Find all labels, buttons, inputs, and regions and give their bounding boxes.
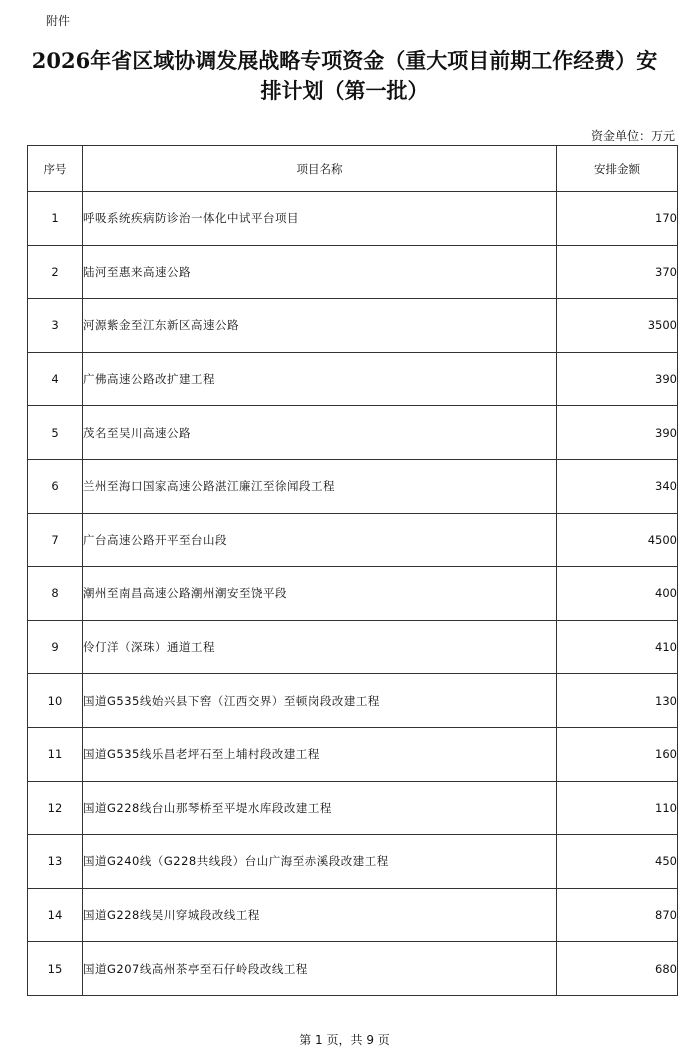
table-row [28,835,678,889]
table-row [28,942,678,996]
project-name: 国道G228线吴川穿城段改线工程 [83,888,557,942]
table-header-row [28,146,678,192]
allocated-amount: 680 [557,942,678,996]
row-number: 7 [28,513,83,567]
row-number: 15 [28,942,83,996]
allocated-amount: 410 [557,620,678,674]
currency-unit-note: 资金单位：万元 [590,129,675,143]
table-row [28,459,678,513]
allocated-amount: 370 [557,245,678,299]
project-name: 潮州至南昌高速公路潮州潮安至饶平段 [83,567,557,621]
allocated-amount: 110 [557,781,678,835]
page-footer: 第 1 页，共 9 页 [299,1033,390,1047]
table-row [28,299,678,353]
allocated-amount: 160 [557,727,678,781]
document-title: 2026年省区域协调发展战略专项资金（重大项目前期工作经费）安排计划（第一批） [31,48,658,103]
row-number: 2 [28,245,83,299]
row-number: 3 [28,299,83,353]
row-number: 11 [28,727,83,781]
project-name: 广台高速公路开平至台山段 [83,513,557,567]
table-row [28,888,678,942]
project-name: 茂名至吴川高速公路 [83,406,557,460]
allocated-amount: 400 [557,567,678,621]
allocated-amount: 450 [557,835,678,889]
table-row [28,406,678,460]
project-name: 广佛高速公路改扩建工程 [83,352,557,406]
allocated-amount: 390 [557,406,678,460]
allocated-amount: 340 [557,459,678,513]
attachment-label: 附件 [46,14,71,28]
project-name: 陆河至惠来高速公路 [83,245,557,299]
project-name: 国道G535线乐昌老坪石至上埔村段改建工程 [83,727,557,781]
row-number: 14 [28,888,83,942]
allocated-amount: 870 [557,888,678,942]
table-row [28,352,678,406]
allocated-amount: 130 [557,674,678,728]
funding-plan-table [27,145,678,996]
row-number: 8 [28,567,83,621]
row-number: 5 [28,406,83,460]
project-name: 兰州至海口国家高速公路湛江廉江至徐闻段工程 [83,459,557,513]
project-name: 国道G207线高州茶亭至石仔岭段改线工程 [83,942,557,996]
row-number: 10 [28,674,83,728]
row-number: 1 [28,192,83,246]
table-row [28,620,678,674]
table-row [28,567,678,621]
project-name: 呼吸系统疾病防诊治一体化中试平台项目 [83,192,557,246]
allocated-amount: 3500 [557,299,678,353]
column-header-number: 序号 [28,146,83,192]
project-name: 国道G228线台山那琴桥至平堤水库段改建工程 [83,781,557,835]
project-name: 伶仃洋（深珠）通道工程 [83,620,557,674]
allocated-amount: 170 [557,192,678,246]
table-row [28,513,678,567]
row-number: 13 [28,835,83,889]
column-header-amount: 安排金额 [557,146,678,192]
table-row [28,674,678,728]
row-number: 6 [28,459,83,513]
allocated-amount: 4500 [557,513,678,567]
table-row [28,245,678,299]
project-name: 国道G535线始兴县下窖（江西交界）至顿岗段改建工程 [83,674,557,728]
project-name: 国道G240线（G228共线段）台山广海至赤溪段改建工程 [83,835,557,889]
row-number: 9 [28,620,83,674]
row-number: 12 [28,781,83,835]
table-row [28,781,678,835]
table-row [28,192,678,246]
table-row [28,727,678,781]
project-name: 河源紫金至江东新区高速公路 [83,299,557,353]
column-header-project-name: 项目名称 [83,146,557,192]
allocated-amount: 390 [557,352,678,406]
row-number: 4 [28,352,83,406]
